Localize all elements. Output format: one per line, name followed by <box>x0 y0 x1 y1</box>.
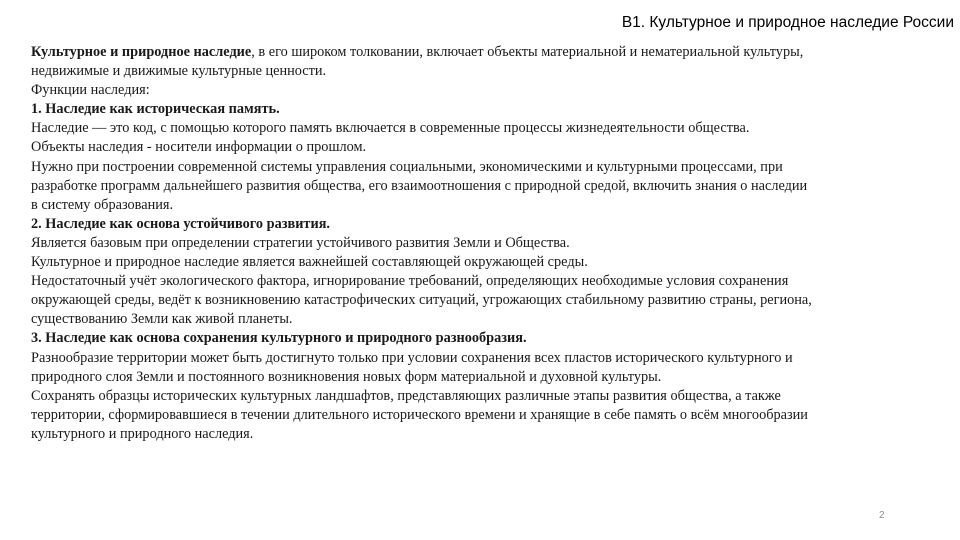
section-3-line: территории, сформировавшиеся в течении длительного исторического времени и хранящие в себе память о всём многообразии <box>31 406 808 423</box>
slide-body <box>31 43 911 444</box>
section-2-line: Культурное и природное наследие является важнейшей составляющей окружающей среды. <box>31 254 588 271</box>
section-2-line: окружающей среды, ведёт к возникновению катастрофических ситуаций, угрожающих стабильному развитию страны, региона, <box>31 292 812 309</box>
section-1-heading: 1. Наследие как историческая память. <box>31 101 280 118</box>
section-3-line: природного слоя Земли и постоянного возникновения новых форм материальной и духовной культуры. <box>31 368 662 385</box>
functions-heading: Функции наследия: <box>31 82 150 99</box>
section-2-line: существованию Земли как живой планеты. <box>31 311 293 328</box>
intro-term: Культурное и природное наследие <box>31 44 252 60</box>
page-number: 2 <box>879 510 885 521</box>
intro-line-1-rest: , в его широком толковании, включает объекты материальной и нематериальной культуры, <box>251 44 804 60</box>
section-2-heading: 2. Наследие как основа устойчивого развития. <box>31 215 331 232</box>
section-3-heading: 3. Наследие как основа сохранения культурного и природного разнообразия. <box>31 330 527 347</box>
intro-line-1 <box>31 43 911 62</box>
slide-title: B1. Культурное и природное наследие России <box>621 14 954 31</box>
section-1-line: в систему образования. <box>31 196 174 213</box>
section-2-line: Является базовым при определении стратегии устойчивого развития Земли и Общества. <box>31 234 570 251</box>
section-2-line: Недостаточный учёт экологического фактора, игнорирование требований, определяющих необходимые условия сохранения <box>31 273 789 290</box>
section-1-line: Нужно при построении современной системы управления социальными, экономическими и культурными процессами, при <box>31 158 783 175</box>
section-1-line: Объекты наследия - носители информации о прошлом. <box>31 139 367 156</box>
intro-line-2: недвижимые и движимые культурные ценности. <box>31 63 327 80</box>
section-1-line: Наследие — это код, с помощью которого память включается в современные процессы жизнедеятельности общества. <box>31 120 750 137</box>
section-3-line: Сохранять образцы исторических культурных ландшафтов, представляющих различные этапы развития общества, а также <box>31 387 781 404</box>
section-3-line: культурного и природного наследия. <box>31 425 254 442</box>
section-1-line: разработке программ дальнейшего развития общества, его взаимоотношения с природной средой, включить знания о наследии <box>31 177 808 194</box>
section-3-line: Разнообразие территории может быть достигнуто только при условии сохранения всех пластов исторического культурного и <box>31 349 793 366</box>
